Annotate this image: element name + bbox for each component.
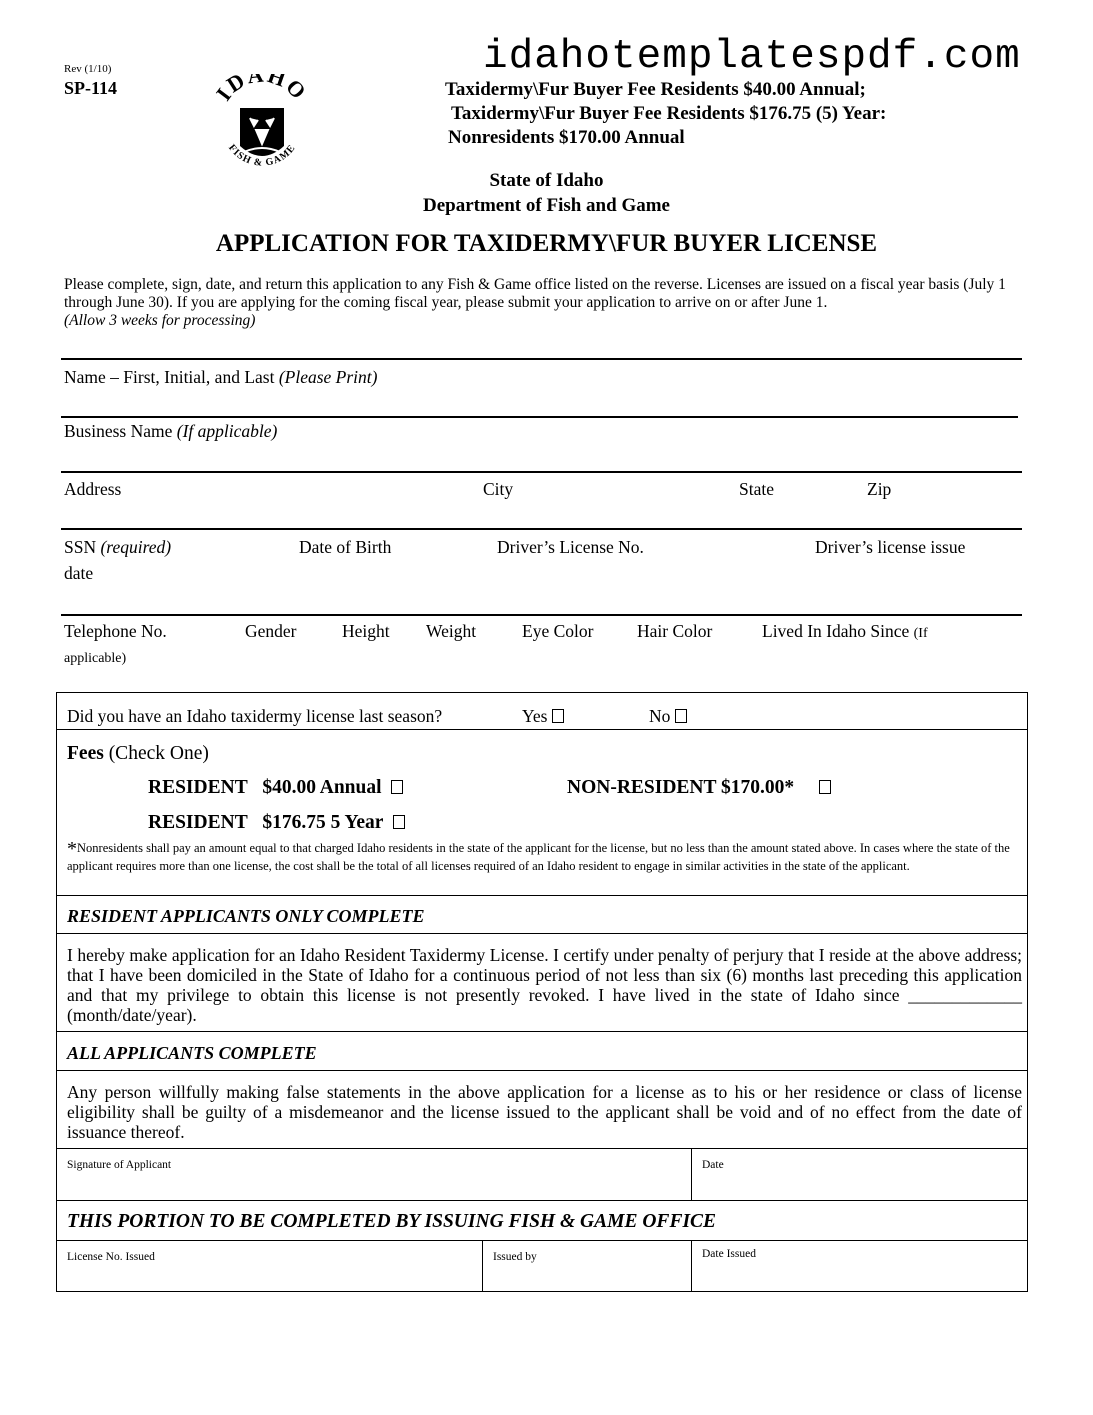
ssn-label: SSN [64, 537, 97, 557]
height-field[interactable]: Height [342, 621, 390, 641]
fee-summary [445, 78, 886, 150]
processing-note: (Allow 3 weeks for processing) [64, 312, 256, 329]
logo-subtitle: FISH & GAME [226, 142, 298, 169]
city-field[interactable]: City [483, 479, 514, 499]
ssn-field[interactable] [64, 537, 171, 558]
state-name: State of Idaho [489, 170, 604, 191]
row-divider [57, 1200, 1027, 1201]
row-divider [57, 1070, 1027, 1071]
agency-block [0, 168, 1093, 218]
resident-certification: I hereby make application for an Idaho Resident Taxidermy License. I certify under penalty of perjury that I reside at the above address; that I have been domiciled in the State of Idaho for a continuous period of not less than six (6) months last preceding this application and that my privilege to obtain this license is not presently revoked. I have lived in the state of Idaho since _____________ (month/date/year). [67, 945, 1022, 1025]
fee-line-3: Nonresidents $170.00 Annual [448, 127, 685, 148]
resident-annual-label: RESIDENT [148, 777, 248, 798]
fees-label: Fees [67, 743, 104, 764]
lived-note-continued: applicable) [64, 651, 127, 666]
gender-field[interactable]: Gender [245, 621, 297, 641]
yes-label: Yes [522, 706, 548, 726]
eye-color-field[interactable]: Eye Color [522, 621, 594, 641]
weight-field[interactable]: Weight [426, 621, 477, 641]
false-statement-warning: Any person willfully making false statements in the above application for a license as to his or her residence or class of license eligibility shall be guilty of a misdemeanor and the license issued to the applicant shall be void and of no effect from the date of issuance thereof. [67, 1082, 1022, 1142]
svg-text:IDAHO [214, 74, 310, 105]
cell-divider [482, 1240, 483, 1292]
address-field[interactable]: Address [64, 479, 122, 499]
name-label: Name – First, Initial, and Last [64, 367, 275, 387]
no-checkbox[interactable] [675, 709, 687, 723]
resident-annual-price: $40.00 Annual [262, 777, 382, 798]
instructions [64, 276, 1039, 330]
resident-5year-label: RESIDENT [148, 812, 248, 833]
nonresident-checkbox[interactable] [819, 780, 831, 794]
nonresident-label: NON-RESIDENT $170.00* [567, 777, 795, 798]
fees-heading [67, 743, 209, 765]
row-divider [57, 1031, 1027, 1032]
office-section-heading: THIS PORTION TO BE COMPLETED BY ISSUING FISH & GAME OFFICE [67, 1211, 717, 1232]
resident-section-heading: RESIDENT APPLICANTS ONLY COMPLETE [67, 906, 425, 926]
resident-5year-checkbox[interactable] [393, 815, 405, 829]
footnote-text: Nonresidents shall pay an amount equal to that charged Idaho residents in the state of the applicant for the license, but no less than the amount stated above. In cases where the state of the applicant requires more than one license, the cost shall be the total of all licenses required of an Idaho resident to engage in similar activities in the state of the applicant. [67, 841, 1010, 873]
row-divider [57, 1148, 1027, 1149]
divider [61, 614, 1022, 616]
resident-annual-checkbox[interactable] [391, 780, 403, 794]
dl-issue-field[interactable]: Driver’s license issue [815, 537, 966, 557]
dl-issue-date-label: date [64, 563, 94, 583]
name-note: (Please Print) [278, 367, 378, 387]
no-option[interactable] [649, 706, 687, 727]
lived-label: Lived In Idaho Since [762, 621, 910, 641]
fee-line-2: Taxidermy\Fur Buyer Fee Residents $176.75 (5) Year: [451, 103, 887, 124]
logo-name: DAHO [222, 74, 310, 106]
cell-divider [691, 1240, 692, 1292]
revision-label: Rev (1/10) [64, 63, 112, 75]
row-divider [57, 1240, 1027, 1241]
divider [61, 528, 1022, 530]
divider [61, 416, 1018, 418]
signature-date-field[interactable]: Date [702, 1159, 724, 1171]
issued-by-field[interactable]: Issued by [493, 1251, 537, 1263]
all-applicants-heading: ALL APPLICANTS COMPLETE [67, 1043, 317, 1063]
row-divider [57, 895, 1027, 896]
license-number-field[interactable]: License No. Issued [67, 1251, 155, 1263]
yes-option[interactable] [522, 706, 564, 727]
divider [61, 358, 1022, 360]
zip-field[interactable]: Zip [867, 479, 892, 499]
lived-in-idaho-field[interactable] [762, 621, 928, 642]
resident-5year-option[interactable] [148, 812, 405, 834]
row-divider [57, 729, 1027, 730]
state-field[interactable]: State [739, 479, 774, 499]
hair-color-field[interactable]: Hair Color [637, 621, 713, 641]
form-number: SP-114 [64, 78, 118, 98]
divider [61, 471, 1022, 473]
resident-5year-price: $176.75 5 Year [262, 812, 384, 833]
watermark: idahotemplatespdf.com [483, 34, 1021, 80]
telephone-field[interactable]: Telephone No. [64, 621, 167, 641]
dl-number-field[interactable]: Driver’s License No. [497, 537, 644, 557]
yes-checkbox[interactable] [552, 709, 564, 723]
department-name: Department of Fish and Game [423, 195, 670, 216]
instructions-text: Please complete, sign, date, and return this application to any Fish & Game office listed on the reverse. Licenses are issued on a fiscal year basis (July 1 through June 30). If you are applying for the coming fiscal year, please submit your application to arrive on or after June 1. [64, 276, 1006, 311]
lived-note: (If [913, 626, 928, 641]
fee-line-1: Taxidermy\Fur Buyer Fee Residents $40.00 Annual; [445, 79, 866, 100]
last-season-question: Did you have an Idaho taxidermy license last season? [67, 706, 443, 726]
business-note: (If applicable) [176, 421, 278, 441]
cell-divider [691, 1148, 692, 1200]
date-issued-field[interactable]: Date Issued [702, 1248, 756, 1260]
no-label: No [649, 706, 671, 726]
resident-annual-option[interactable] [148, 777, 403, 799]
ssn-note: (required) [100, 537, 172, 557]
nonresident-footnote [67, 840, 1022, 875]
footnote-star: * [67, 838, 77, 860]
dob-field[interactable]: Date of Birth [299, 537, 392, 557]
application-box [56, 692, 1028, 1292]
nonresident-option[interactable] [567, 777, 831, 799]
business-label: Business Name [64, 421, 173, 441]
business-name-field[interactable] [64, 421, 277, 442]
fees-note: (Check One) [108, 743, 209, 764]
signature-field[interactable]: Signature of Applicant [67, 1159, 172, 1171]
row-divider [57, 933, 1027, 934]
form-title: APPLICATION FOR TAXIDERMY\FUR BUYER LICENSE [215, 230, 878, 257]
name-field[interactable] [64, 367, 377, 388]
